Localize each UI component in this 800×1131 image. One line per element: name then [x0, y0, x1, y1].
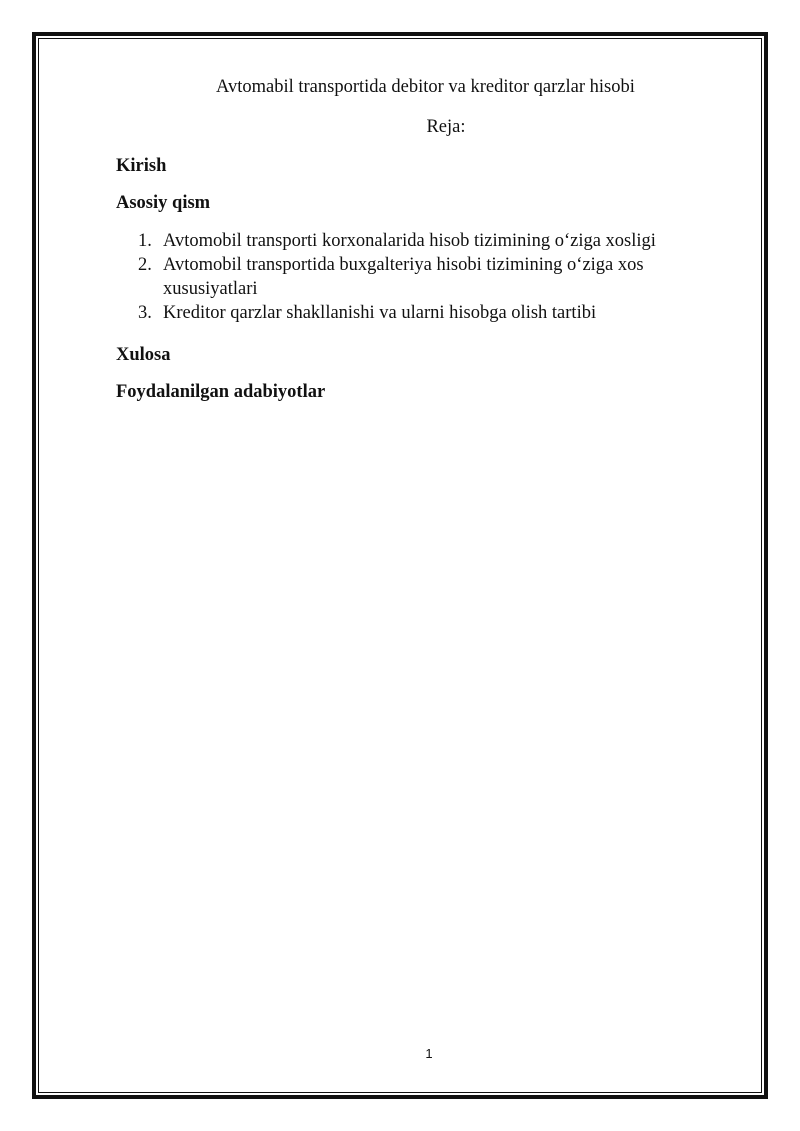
plan-item-number: 1.: [138, 231, 152, 251]
page-number: 1: [425, 1046, 433, 1061]
plan-item-3: [116, 301, 696, 325]
plan-item-2: [116, 253, 696, 301]
plan-item-text: Kreditor qarzlar shakllanishi va ularni hisobga olish tartibi: [163, 303, 597, 323]
references-heading: Foydalanilgan adabiyotlar: [116, 382, 326, 402]
plan-item-text: Avtomobil transportida buxgalteriya hisobi tizimining o‘ziga xos xususiyatlari: [163, 255, 644, 299]
plan-item-number: 3.: [138, 303, 152, 323]
plan-item-text: Avtomobil transporti korxonalarida hisob tizimining o‘ziga xosligi: [163, 231, 656, 251]
conclusion-heading: Xulosa: [116, 345, 171, 365]
intro-heading: Kirish: [116, 156, 167, 176]
plan-item-1: [116, 229, 696, 253]
main-part-heading: Asosiy qism: [116, 193, 211, 213]
plan-item-number: 2.: [138, 255, 152, 275]
document-title: Avtomabil transportida debitor va kreditor qarzlar hisobi: [216, 77, 635, 97]
plan-label: Reja:: [426, 117, 466, 137]
plan-list: [116, 229, 696, 325]
